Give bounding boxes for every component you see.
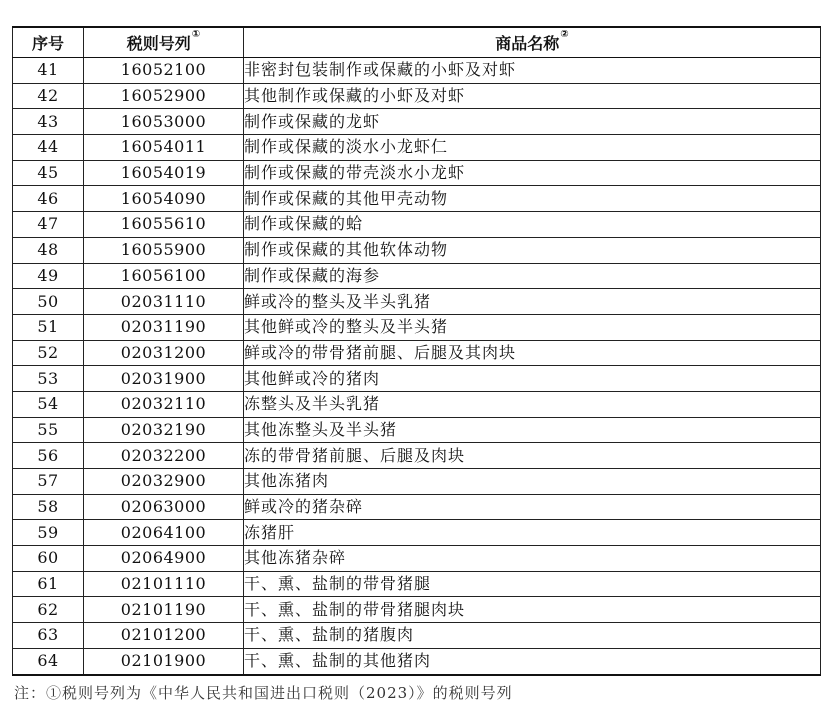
table-row <box>13 135 821 161</box>
tariff-code: 02031190 <box>84 314 244 340</box>
header-row <box>13 27 821 58</box>
table-row <box>13 366 821 392</box>
tariff-code: 02031900 <box>84 366 244 392</box>
product-name: 制作或保藏的带壳淡水小龙虾 <box>244 160 821 186</box>
table-row <box>13 263 821 289</box>
table-row <box>13 212 821 238</box>
row-index: 62 <box>13 597 84 623</box>
tariff-code: 02064900 <box>84 546 244 572</box>
table-row <box>13 186 821 212</box>
tariff-table <box>12 26 821 676</box>
tariff-code: 02032110 <box>84 391 244 417</box>
product-name: 鲜或冷的带骨猪前腿、后腿及其肉块 <box>244 340 821 366</box>
header-code: 税则号列① <box>84 27 244 58</box>
table-row <box>13 571 821 597</box>
product-name: 制作或保藏的龙虾 <box>244 109 821 135</box>
row-index: 41 <box>13 58 84 84</box>
row-index: 45 <box>13 160 84 186</box>
table-row <box>13 391 821 417</box>
product-name: 其他鲜或冷的整头及半头猪 <box>244 314 821 340</box>
footnote-mark-2: ② <box>560 29 569 40</box>
product-name: 制作或保藏的淡水小龙虾仁 <box>244 135 821 161</box>
tariff-code: 02063000 <box>84 494 244 520</box>
table-row <box>13 648 821 674</box>
row-index: 63 <box>13 623 84 649</box>
table-row <box>13 237 821 263</box>
product-name: 其他冻整头及半头猪 <box>244 417 821 443</box>
tariff-code: 02031110 <box>84 289 244 315</box>
footnote: 注：①税则号列为《中华人民共和国进出口税则（2023）》的税则号列 <box>14 684 513 702</box>
header-index: 序号 <box>13 27 84 58</box>
product-name: 制作或保藏的蛤 <box>244 212 821 238</box>
table-row <box>13 443 821 469</box>
tariff-code: 16052100 <box>84 58 244 84</box>
tariff-code: 02032200 <box>84 443 244 469</box>
header-name: 商品名称② <box>244 27 821 58</box>
product-name: 鲜或冷的整头及半头乳猪 <box>244 289 821 315</box>
product-name: 其他制作或保藏的小虾及对虾 <box>244 83 821 109</box>
tariff-code: 02032190 <box>84 417 244 443</box>
table-row <box>13 83 821 109</box>
row-index: 61 <box>13 571 84 597</box>
tariff-code: 16054090 <box>84 186 244 212</box>
table-row <box>13 520 821 546</box>
product-name: 其他冻猪杂碎 <box>244 546 821 572</box>
tariff-code: 16056100 <box>84 263 244 289</box>
tariff-code: 02101200 <box>84 623 244 649</box>
tariff-code: 16055900 <box>84 237 244 263</box>
row-index: 55 <box>13 417 84 443</box>
tariff-code: 16055610 <box>84 212 244 238</box>
table-row <box>13 546 821 572</box>
tariff-code: 02032900 <box>84 469 244 495</box>
row-index: 44 <box>13 135 84 161</box>
product-name: 干、熏、盐制的带骨猪腿肉块 <box>244 597 821 623</box>
table-row <box>13 417 821 443</box>
table-row <box>13 494 821 520</box>
row-index: 64 <box>13 648 84 674</box>
product-name: 制作或保藏的海参 <box>244 263 821 289</box>
row-index: 51 <box>13 314 84 340</box>
row-index: 49 <box>13 263 84 289</box>
product-name: 非密封包装制作或保藏的小虾及对虾 <box>244 58 821 84</box>
footnote-mark-1: ① <box>191 29 201 40</box>
table-row <box>13 289 821 315</box>
tariff-code: 16054011 <box>84 135 244 161</box>
row-index: 56 <box>13 443 84 469</box>
product-name: 其他冻猪肉 <box>244 469 821 495</box>
row-index: 47 <box>13 212 84 238</box>
product-name: 冻整头及半头乳猪 <box>244 391 821 417</box>
product-name: 制作或保藏的其他甲壳动物 <box>244 186 821 212</box>
row-index: 53 <box>13 366 84 392</box>
table-row <box>13 109 821 135</box>
tariff-code: 02101900 <box>84 648 244 674</box>
tariff-code: 16052900 <box>84 83 244 109</box>
tariff-code: 02031200 <box>84 340 244 366</box>
tariff-code: 16054019 <box>84 160 244 186</box>
row-index: 48 <box>13 237 84 263</box>
row-index: 60 <box>13 546 84 572</box>
row-index: 50 <box>13 289 84 315</box>
table-row <box>13 58 821 84</box>
product-name: 制作或保藏的其他软体动物 <box>244 237 821 263</box>
row-index: 54 <box>13 391 84 417</box>
table-row <box>13 623 821 649</box>
product-name: 干、熏、盐制的其他猪肉 <box>244 648 821 674</box>
table-row <box>13 314 821 340</box>
table-row <box>13 597 821 623</box>
product-name: 冻的带骨猪前腿、后腿及肉块 <box>244 443 821 469</box>
row-index: 52 <box>13 340 84 366</box>
tariff-code: 02101110 <box>84 571 244 597</box>
product-name: 冻猪肝 <box>244 520 821 546</box>
row-index: 57 <box>13 469 84 495</box>
row-index: 46 <box>13 186 84 212</box>
product-name: 干、熏、盐制的带骨猪腿 <box>244 571 821 597</box>
product-name: 其他鲜或冷的猪肉 <box>244 366 821 392</box>
tariff-code: 02064100 <box>84 520 244 546</box>
row-index: 59 <box>13 520 84 546</box>
product-name: 干、熏、盐制的猪腹肉 <box>244 623 821 649</box>
product-name: 鲜或冷的猪杂碎 <box>244 494 821 520</box>
tariff-code: 02101190 <box>84 597 244 623</box>
table-row <box>13 469 821 495</box>
tariff-code: 16053000 <box>84 109 244 135</box>
row-index: 42 <box>13 83 84 109</box>
table-row <box>13 160 821 186</box>
table-row <box>13 340 821 366</box>
row-index: 58 <box>13 494 84 520</box>
row-index: 43 <box>13 109 84 135</box>
